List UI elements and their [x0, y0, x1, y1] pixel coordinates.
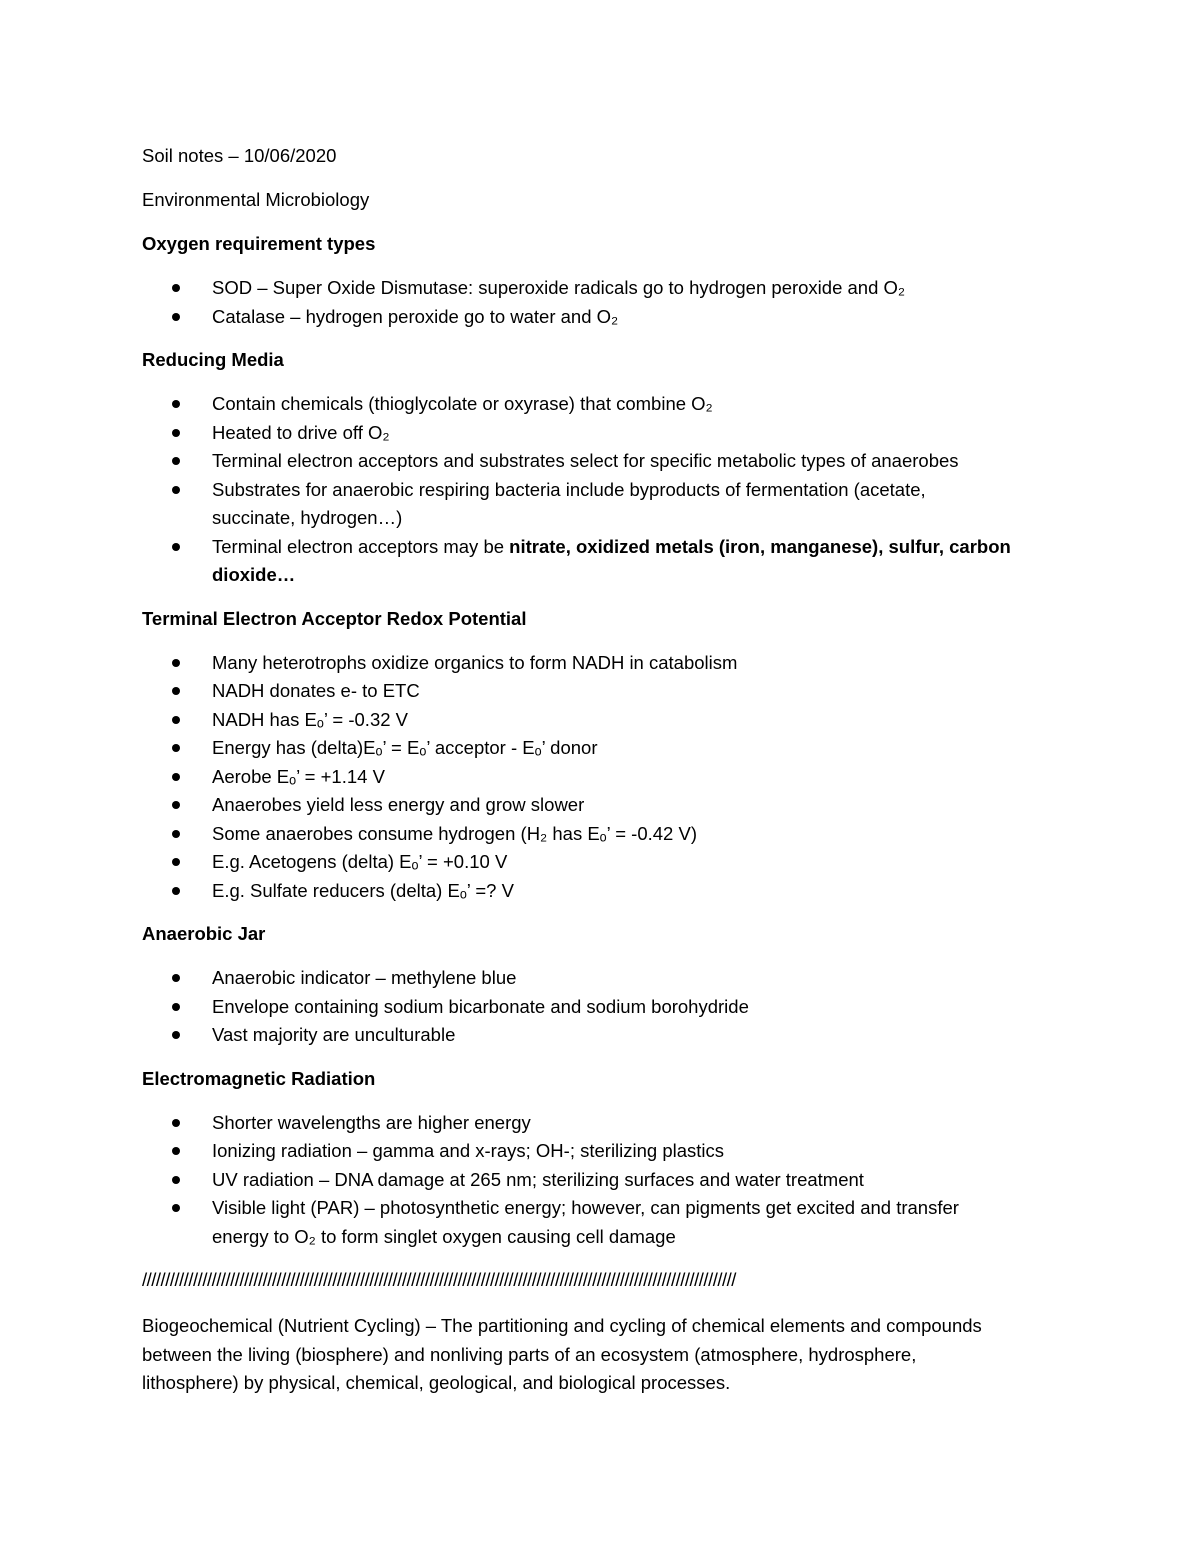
- section-heading-redox: Terminal Electron Acceptor Redox Potential: [142, 607, 527, 629]
- document-title-line: Soil notes – 10/06/2020: [142, 145, 337, 166]
- bullet-icon: [172, 974, 180, 982]
- bullet-icon: [172, 830, 180, 838]
- list-item: Visible light (PAR) – photosynthetic energy; however, can pigments get excited and transfer energy to O₂ to form singlet oxygen causing cell damage: [142, 1194, 1062, 1251]
- bold-text: nitrate, oxidized metals (iron, manganese), sulfur, carbon: [509, 535, 1011, 557]
- bullet-icon: [172, 773, 180, 781]
- list-item: Terminal electron acceptors and substrates select for specific metabolic types of anaerobes: [142, 447, 1062, 476]
- bullet-icon: [172, 284, 180, 292]
- bullet-icon: [172, 801, 180, 809]
- section-heading-reducing-media: Reducing Media: [142, 349, 284, 370]
- bullet-list-em-radiation: [142, 1109, 1062, 1252]
- list-item: Contain chemicals (thioglycolate or oxyrase) that combine O₂: [142, 390, 1062, 419]
- closing-paragraph: Biogeochemical (Nutrient Cycling) – The partitioning and cycling of chemical elements and compounds between the living (biosphere) and nonliving parts of an ecosystem (atmosphere, hydrosphere, lithosphere) by physical, chemical, geological, and biological processes.: [142, 1315, 982, 1393]
- bullet-icon: [172, 457, 180, 465]
- section-heading-em-radiation: Electromagnetic Radiation: [142, 1067, 376, 1089]
- list-item: Anaerobic indicator – methylene blue: [142, 964, 1062, 993]
- bullet-icon: [172, 400, 180, 408]
- bullet-icon: [172, 1003, 180, 1011]
- bold-text: dioxide…: [212, 564, 296, 585]
- list-item: Anaerobes yield less energy and grow slower: [142, 791, 1062, 820]
- list-item: NADH donates e- to ETC: [142, 677, 1062, 706]
- bullet-icon: [172, 1204, 180, 1212]
- bullet-icon: [172, 543, 180, 551]
- list-item: UV radiation – DNA damage at 265 nm; sterilizing surfaces and water treatment: [142, 1166, 1062, 1195]
- list-item: NADH has Eₒ’ = -0.32 V: [142, 706, 1062, 735]
- bullet-list-anaerobic-jar: [142, 964, 1062, 1050]
- bullet-icon: [172, 887, 180, 895]
- bullet-icon: [172, 659, 180, 667]
- list-item: Shorter wavelengths are higher energy: [142, 1109, 1062, 1138]
- bullet-icon: [172, 858, 180, 866]
- document-subtitle: Environmental Microbiology: [142, 189, 370, 210]
- list-item: E.g. Acetogens (delta) Eₒ’ = +0.10 V: [142, 848, 1062, 877]
- list-item: Terminal electron acceptors may be nitrate, oxidized metals (iron, manganese), sulfur, carbon dioxide…: [142, 533, 1062, 590]
- bullet-icon: [172, 716, 180, 724]
- bullet-list-redox: [142, 649, 1062, 906]
- list-item: Envelope containing sodium bicarbonate and sodium borohydride: [142, 993, 1062, 1022]
- bullet-list-oxygen: [142, 274, 1062, 331]
- list-item: E.g. Sulfate reducers (delta) Eₒ’ =? V: [142, 877, 1062, 906]
- bullet-icon: [172, 687, 180, 695]
- list-item: SOD – Super Oxide Dismutase: superoxide radicals go to hydrogen peroxide and O₂: [142, 274, 1062, 303]
- bullet-icon: [172, 1119, 180, 1127]
- list-item: Heated to drive off O₂: [142, 419, 1062, 448]
- bullet-icon: [172, 429, 180, 437]
- bullet-icon: [172, 1176, 180, 1184]
- section-heading-anaerobic-jar: Anaerobic Jar: [142, 923, 266, 944]
- bullet-icon: [172, 1147, 180, 1155]
- list-item: Energy has (delta)Eₒ’ = Eₒ’ acceptor - Eₒ’ donor: [142, 734, 1062, 763]
- list-item: Catalase – hydrogen peroxide go to water and O₂: [142, 303, 1062, 332]
- bullet-icon: [172, 486, 180, 494]
- bullet-list-reducing-media: [142, 390, 1062, 590]
- section-heading-oxygen: Oxygen requirement types: [142, 233, 376, 254]
- list-item: Vast majority are unculturable: [142, 1021, 1062, 1050]
- list-item: Aerobe Eₒ’ = +1.14 V: [142, 763, 1062, 792]
- list-item: Ionizing radiation – gamma and x-rays; OH-; sterilizing plastics: [142, 1137, 1062, 1166]
- separator-line: ////////////////////////////////////////////////////////////////////////////////////////////////////////////////////////////////: [142, 1269, 736, 1290]
- bullet-icon: [172, 744, 180, 752]
- bullet-icon: [172, 313, 180, 321]
- list-item: Substrates for anaerobic respiring bacteria include byproducts of fermentation (acetate, succinate, hydrogen…): [142, 476, 1062, 533]
- document-body: [142, 142, 1062, 1398]
- list-item: Many heterotrophs oxidize organics to form NADH in catabolism: [142, 649, 1062, 678]
- list-item: Some anaerobes consume hydrogen (H₂ has Eₒ’ = -0.42 V): [142, 820, 1062, 849]
- bullet-icon: [172, 1031, 180, 1039]
